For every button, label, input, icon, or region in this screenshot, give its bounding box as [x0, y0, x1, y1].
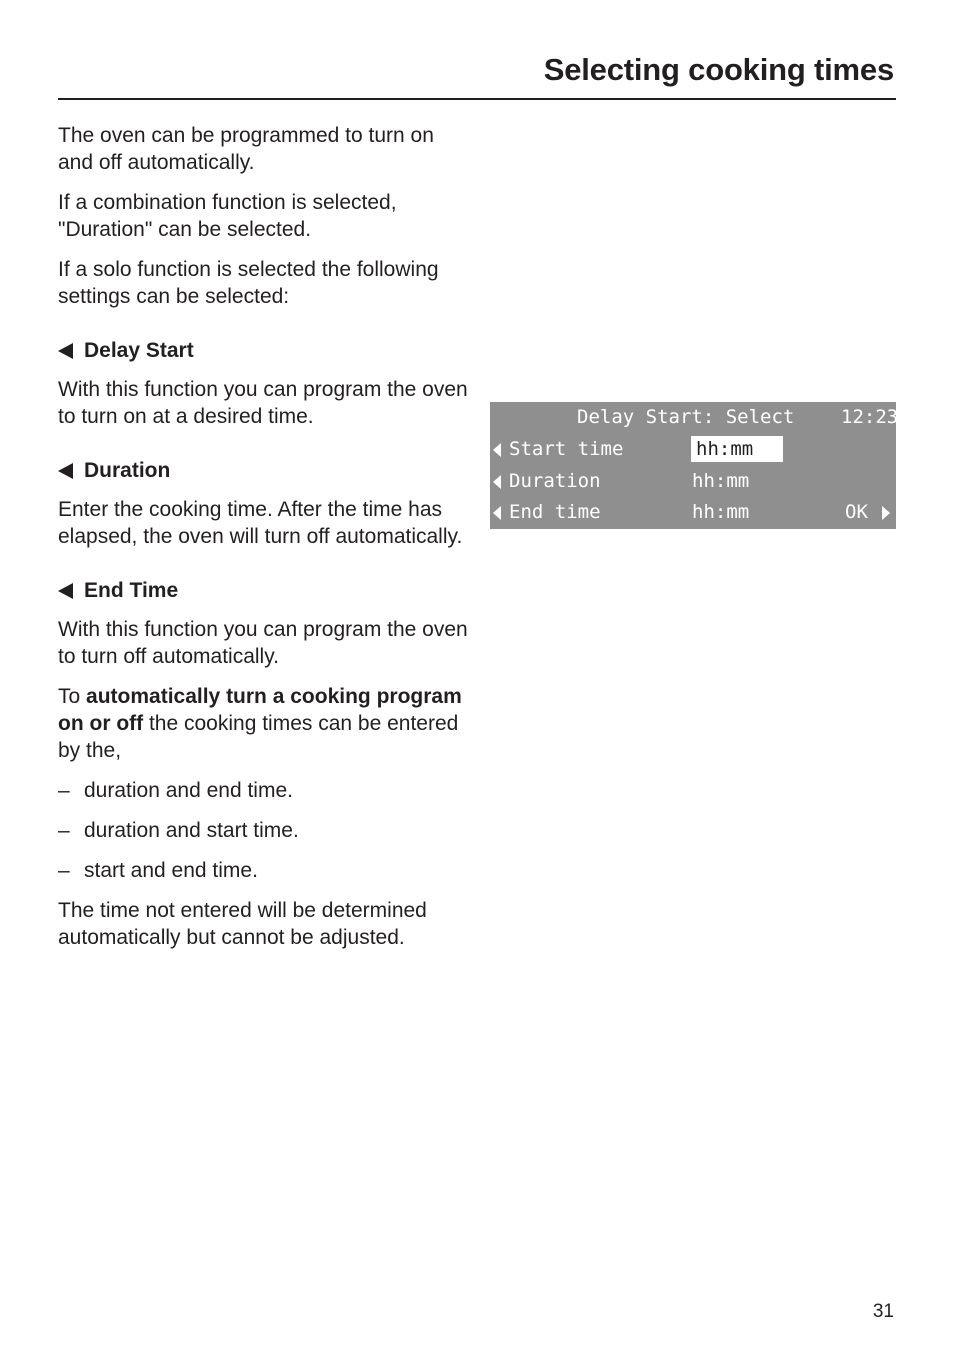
section-heading-end-time [58, 577, 473, 604]
display-row-end-time[interactable] [490, 498, 896, 528]
oven-display [490, 402, 899, 529]
section-heading-duration [58, 457, 473, 484]
arrow-left-icon [493, 475, 501, 489]
section-heading-label: Delay Start [84, 339, 194, 362]
auto-paragraph [58, 683, 473, 764]
section-text-delay-start: With this function you can program the oven to turn on at a desired time. [58, 378, 468, 428]
arrow-left-icon [58, 463, 73, 479]
section-text-end-time: With this function you can program the oven to turn off automatically. [58, 618, 468, 668]
display-row-label: Duration [509, 470, 601, 492]
list-item [58, 857, 473, 884]
auto-suffix: the cooking times can be entered by the, [58, 712, 459, 762]
list-item [58, 777, 473, 804]
list-item [58, 817, 473, 844]
auto-prefix: To [58, 685, 87, 708]
display-ok-label[interactable]: OK [845, 501, 868, 523]
arrow-left-icon [493, 443, 501, 457]
dash-bullet: – [58, 779, 70, 802]
display-row-duration[interactable] [490, 467, 896, 497]
main-column [58, 122, 473, 964]
display-row-label: Start time [509, 438, 624, 460]
page-number: 31 [872, 1301, 894, 1322]
display-header-row [490, 403, 899, 433]
display-selected-field[interactable] [691, 436, 783, 462]
arrow-left-icon [58, 583, 73, 599]
display-row-value: hh:mm [692, 470, 750, 492]
section-text-duration: Enter the cooking time. After the time has elapsed, the oven will turn off automatically. [58, 498, 463, 548]
intro-paragraph-3: If a solo function is selected the following settings can be selected: [58, 258, 439, 308]
arrow-left-icon [58, 343, 73, 359]
list-item-text: duration and end time. [84, 779, 293, 802]
intro-paragraph-2: If a combination function is selected, "Duration" can be selected. [58, 191, 397, 241]
dash-bullet: – [58, 819, 70, 842]
list-item-text: start and end time. [84, 859, 258, 882]
display-clock: 12:23 [841, 406, 899, 428]
title-divider [58, 98, 896, 100]
page-title: Selecting cooking times [543, 52, 894, 87]
arrow-left-icon [493, 506, 501, 520]
display-row-value: hh:mm [696, 438, 754, 460]
arrow-right-icon [882, 506, 890, 520]
dash-bullet: – [58, 859, 70, 882]
intro-paragraph-1: The oven can be programmed to turn on and off automatically. [58, 124, 434, 174]
closing-paragraph: The time not entered will be determined automatically but cannot be adjusted. [58, 899, 427, 949]
section-heading-label: End Time [84, 579, 179, 602]
list-item-text: duration and start time. [84, 819, 299, 842]
auto-bold-phrase: automatically turn a cooking program on or off [58, 685, 462, 735]
display-row-value: hh:mm [692, 501, 750, 523]
section-heading-delay-start [58, 337, 473, 364]
section-heading-label: Duration [84, 459, 171, 482]
display-row-label: End time [509, 501, 601, 523]
display-title: Delay Start: Select [577, 406, 795, 428]
display-row-start-time[interactable] [490, 435, 896, 465]
